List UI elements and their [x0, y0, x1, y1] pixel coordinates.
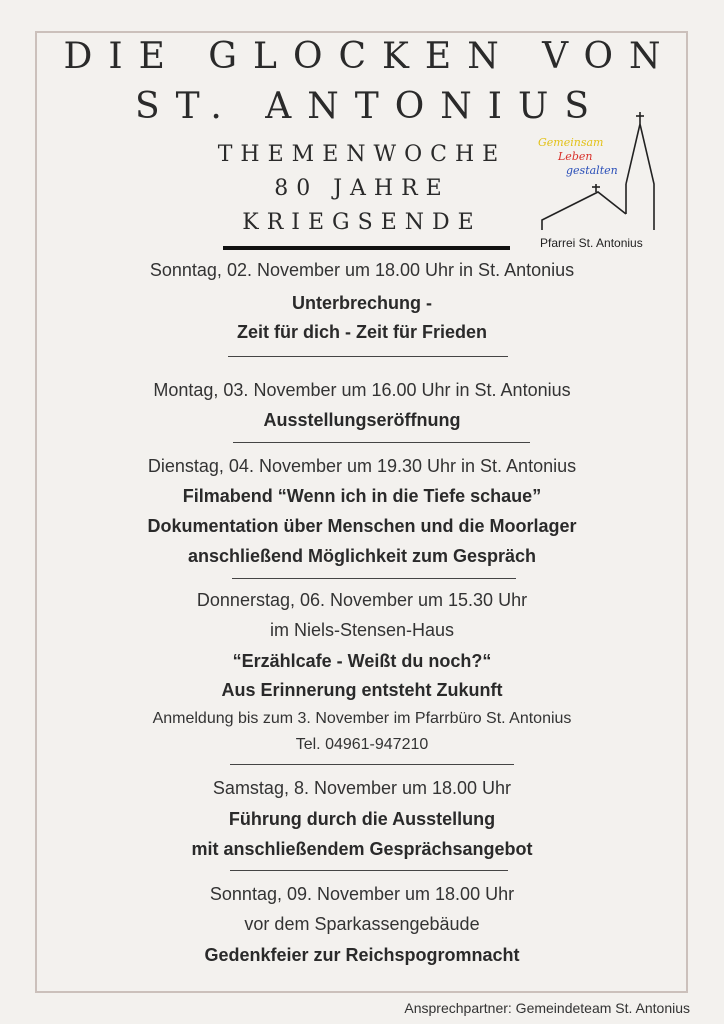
event-3-date: Dienstag, 04. November um 19.30 Uhr in St. Antonius: [147, 456, 577, 476]
event-5-title-1: Führung durch die Ausstellung: [228, 809, 496, 829]
separator: [230, 870, 508, 871]
event-5-date: Samstag, 8. November um 18.00 Uhr: [212, 778, 512, 798]
title-underline: [223, 246, 510, 250]
event-4-title-1: “Erzählcafe - Weißt du noch?“: [232, 651, 492, 671]
subtitle-line1: THEMENWOCHE: [217, 142, 507, 167]
logo-script-2: Leben: [558, 150, 593, 163]
event-1-title-2: Zeit für dich - Zeit für Frieden: [236, 322, 487, 342]
event-1-title-1: Unterbrechung -: [291, 293, 432, 313]
separator: [228, 356, 508, 357]
event-3-title-1: Filmabend “Wenn ich in die Tiefe schaue”: [182, 486, 542, 506]
logo-script-1: Gemeinsam: [538, 136, 604, 149]
subtitle-line3: KRIEGSENDE: [242, 210, 482, 235]
separator: [232, 578, 516, 579]
event-4-place: im Niels-Stensen-Haus: [269, 620, 455, 640]
event-4-title-2: Aus Erinnerung entsteht Zukunft: [221, 680, 503, 700]
event-6-place: vor dem Sparkassengebäude: [244, 914, 480, 934]
event-6-title-1: Gedenkfeier zur Reichspogromnacht: [204, 945, 520, 965]
logo-parish-name: Pfarrei St. Antonius: [540, 236, 643, 250]
separator: [233, 442, 530, 443]
subtitle-line2: 80 JAHRE: [274, 176, 450, 201]
logo-script-3: gestalten: [566, 164, 618, 177]
event-2-date: Montag, 03. November um 16.00 Uhr in St. Antonius: [153, 380, 571, 400]
event-1-date: Sonntag, 02. November um 18.00 Uhr in St. Antonius: [149, 260, 575, 280]
event-4-date: Donnerstag, 06. November um 15.30 Uhr: [196, 590, 528, 610]
event-3-title-3: anschließend Möglichkeit zum Gespräch: [187, 546, 537, 566]
event-5-title-2: mit anschließendem Gesprächsangebot: [191, 839, 533, 859]
event-4-note-1: Anmeldung bis zum 3. November im Pfarrbüro St. Antonius: [152, 710, 572, 727]
event-2-title-1: Ausstellungseröffnung: [263, 410, 461, 430]
page-title-line1: DIE GLOCKEN VON: [63, 36, 677, 77]
page-title-line2: ST. ANTONIUS: [134, 86, 605, 127]
parish-logo: [530, 108, 680, 254]
separator: [230, 764, 514, 765]
event-4-note-2: Tel. 04961-947210: [295, 736, 429, 753]
event-3-title-2: Dokumentation über Menschen und die Moorlager: [147, 516, 577, 536]
contact-footer: Ansprechpartner: Gemeindeteam St. Antonius: [404, 1000, 690, 1016]
event-6-date: Sonntag, 09. November um 18.00 Uhr: [209, 884, 515, 904]
